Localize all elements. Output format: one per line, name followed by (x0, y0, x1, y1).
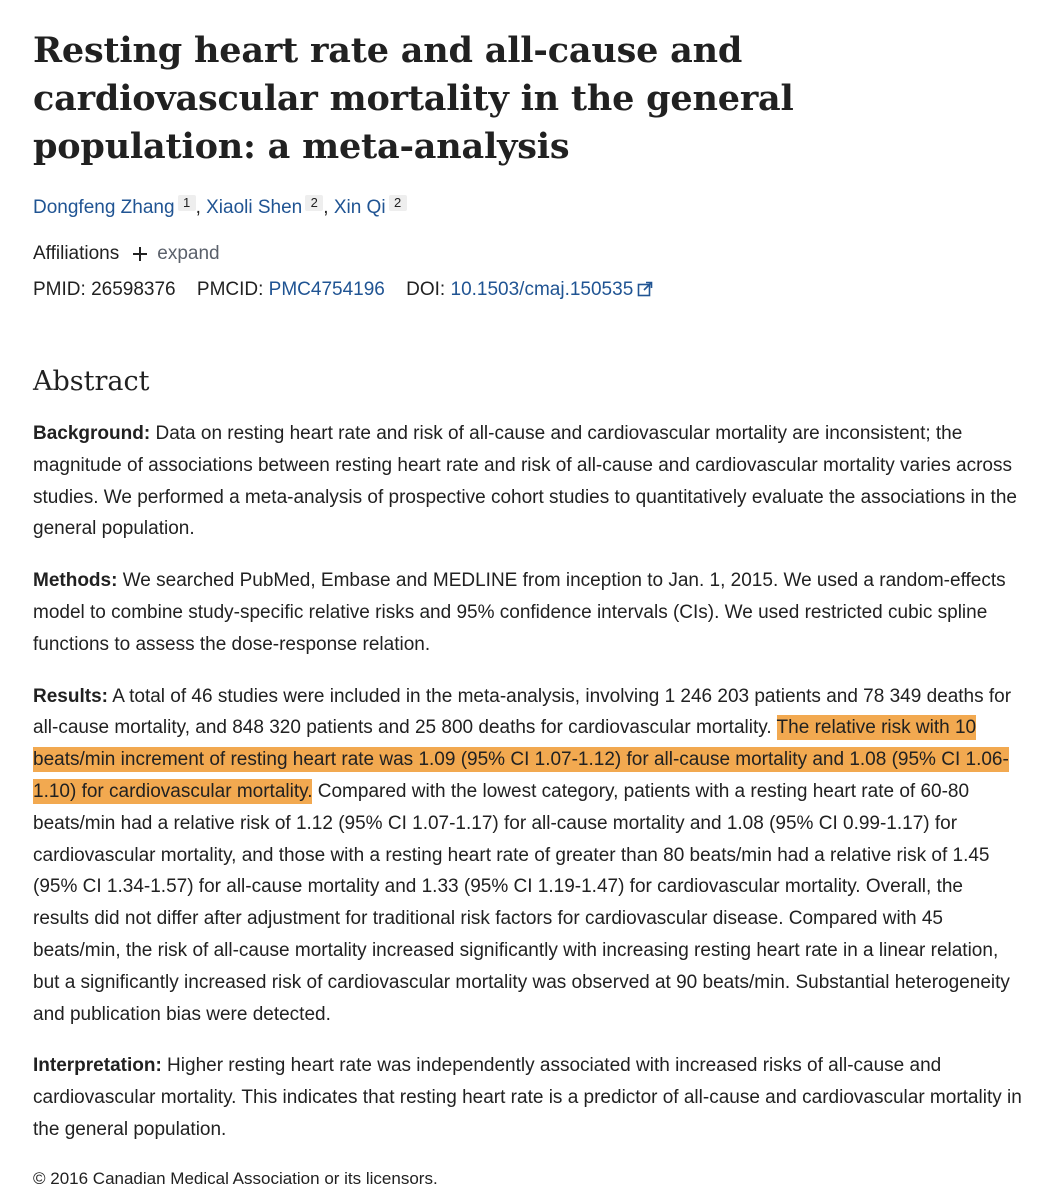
pmid-label: PMID: (33, 279, 86, 300)
affiliations-label: Affiliations (33, 243, 120, 264)
affiliations-row (33, 241, 1023, 267)
affiliation-number[interactable]: 1 (178, 195, 196, 211)
plus-icon (133, 247, 147, 261)
interpretation-text: Higher resting heart rate was independently associated with increased risks of all-cause and cardiovascular mortality. This indicates that resting heart rate is a predictor of all-cause and cardiovascular mortality in the general population. (33, 1055, 1022, 1140)
author-separator: , (195, 197, 201, 218)
doi-value: 10.1503/cmaj.150535 (450, 279, 634, 300)
article-page (33, 20, 1023, 1192)
author-separator: , (323, 197, 329, 218)
results-text-after: Compared with the lowest category, patients with a resting heart rate of 60-80 beats/min had a relative risk of 1.12 (95% CI 1.07-1.17) for all-cause mortality and 1.08 (95% CI 0.99-1.17) for cardiovascular mortality, and those with a resting heart rate of greater than 80 beats/min had a relative risk of 1.45 (95% CI 1.34-1.57) for all-cause mortality and 1.33 (95% CI 1.19-1.47) for cardiovascular mortality. Overall, the results did not differ after adjustment for traditional risk factors for cardiovascular disease. Compared with 45 beats/min, the risk of all-cause mortality increased significantly with increasing resting heart rate in a linear relation, but a significantly increased risk of cardiovascular mortality was observed at 90 beats/min. Substantial heterogeneity and publication bias were detected. (33, 780, 1010, 1025)
results-text-before: A total of 46 studies were included in the meta-analysis, involving 1 246 203 patients and 78 349 deaths for all-cause mortality, and 848 320 patients and 25 800 deaths for cardiovascular mortality. (33, 685, 1012, 739)
expand-affiliations-button[interactable] (133, 241, 219, 267)
pmid-value: 26598376 (91, 279, 176, 300)
author-link-zhang[interactable]: Dongfeng Zhang (33, 197, 175, 218)
copyright-notice: © 2016 Canadian Medical Association or its licensors. (33, 1168, 438, 1188)
methods-label: Methods: (33, 570, 118, 592)
article-title: Resting heart rate and all-cause and cardiovascular mortality in the general population: a meta-analysis (33, 30, 794, 167)
expand-label: expand (157, 243, 220, 264)
doi-link[interactable] (451, 279, 654, 300)
pmcid-link[interactable]: PMC4754196 (268, 279, 385, 300)
abstract-heading: Abstract (33, 366, 150, 397)
external-link-icon (637, 281, 653, 297)
interpretation-label: Interpretation: (33, 1055, 162, 1077)
results-label: Results: (33, 685, 108, 707)
author-link-shen[interactable]: Xiaoli Shen (206, 197, 303, 218)
identifiers-row (33, 277, 1023, 303)
background-text: Data on resting heart rate and risk of all-cause and cardiovascular mortality are inconsistent; the magnitude of associations between resting heart rate and risk of all-cause and cardiovascular mortality varies across studies. We performed a meta-analysis of prospective cohort studies to quantitatively evaluate the associations in the general population. (33, 423, 1017, 540)
abstract-results (33, 681, 1023, 1031)
abstract-methods (33, 565, 1023, 660)
affiliation-number[interactable]: 2 (389, 195, 407, 211)
author-link-qi[interactable]: Xin Qi (333, 197, 386, 218)
results-highlighted-text: The relative risk with 10 beats/min increment of resting heart rate was 1.09 (95% CI 1.07-1.12) for all-cause mortality and 1.08 (95% CI 1.06-1.10) for cardiovascular mortality. (33, 717, 1009, 802)
methods-text: We searched PubMed, Embase and MEDLINE from inception to Jan. 1, 2015. We used a random-effects model to combine study-specific relative risks and 95% confidence intervals (CIs). We used restricted cubic spline functions to assess the dose-response relation. (33, 570, 1006, 655)
abstract-interpretation (33, 1050, 1023, 1145)
abstract-background (33, 418, 1023, 545)
doi-label: DOI: (406, 279, 446, 300)
background-label: Background: (33, 423, 151, 444)
pmcid-label: PMCID: (196, 279, 264, 300)
author-list (33, 195, 1023, 221)
affiliation-number[interactable]: 2 (305, 195, 323, 211)
